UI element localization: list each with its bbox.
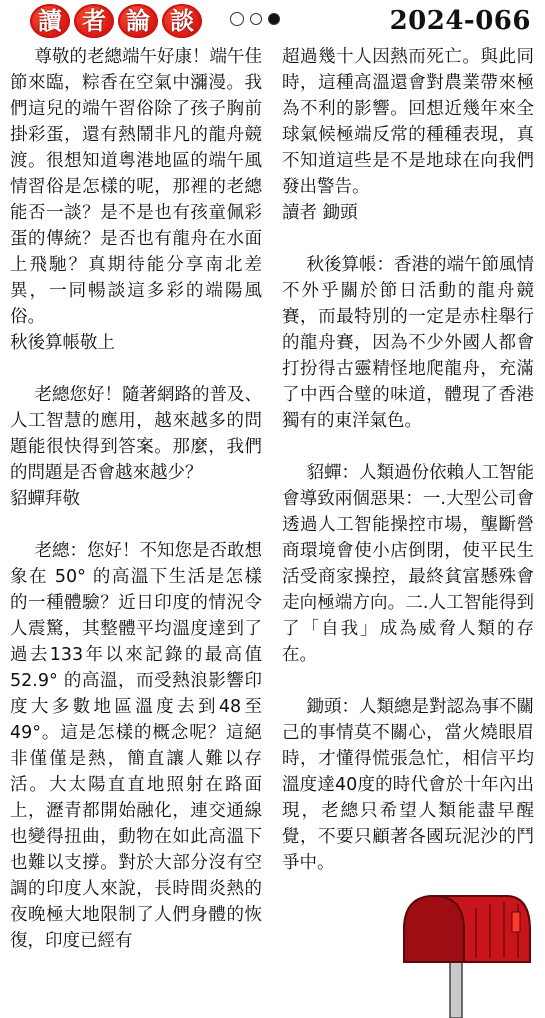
badge-char-4 — [162, 4, 202, 38]
circle-dot-icon — [250, 13, 262, 25]
badge-char-text: 論 — [126, 6, 150, 35]
circle-dot-icon — [268, 13, 280, 25]
badge-char-text: 談 — [170, 6, 194, 35]
reply-ai: 貂蟬：人類過份依賴人工智能會導致兩個惡果：一.大型公司會透過人工智能操控市場，壟斷營商環境會使小店倒閉，使平民生活受商家操控，最終貧富懸殊會走向極端方向。二.人工智能得到了「自我」成為威脅人類的存在。 — [282, 463, 534, 665]
letter-dragon-boat: 尊敬的老總端午好康！端午佳節來臨，粽香在空氣中瀰漫。我們這兒的端午習俗除了孩子胸前掛彩蛋，還有熱鬧非凡的龍舟競渡。很想知道粵港地區的端午風情習俗是怎樣的呢，那裡的老總能否一談？是不是也有孩童佩彩蛋的傳統？是否也有龍舟在水面上飛馳？真期待能分享南北差異，一同暢談這多彩的端陽風俗。 — [10, 47, 262, 327]
badge-char-2 — [74, 4, 114, 38]
letter-heatwave-continued: 超過幾十人因熱而死亡。與此同時，這種高溫還會對農業帶來極為不利的影響。回想近幾年來全球氣候極端反常的種種表現，真不知道這些是不是地球在向我們發出警告。 — [282, 47, 534, 197]
reply-heatwave: 鋤頭：人類總是對認為事不關己的事情莫不關心，當火燒眼眉時，才懂得慌張急忙，相信平均溫度達40度的時代會於十年內出現，老總只希望人類能盡早醒覺，不要只顧著各國玩泥沙的鬥爭中。 — [282, 697, 534, 873]
letter-signature: 秋後算帳敬上 — [10, 333, 115, 353]
right-column — [282, 44, 534, 876]
badge-char-3 — [118, 4, 158, 38]
issue-number: 2024-066 — [389, 6, 531, 36]
letter-signature: 貂蟬拜敬 — [10, 489, 80, 509]
page-header — [0, 0, 545, 40]
letter-ai-question: 老總您好！隨著網路的普及、人工智慧的應用，越來越多的問題能很快得到答案。那麼，我們的問題是否會越來越少？ — [10, 385, 262, 483]
letter-signature: 讀者 鋤頭 — [282, 203, 358, 223]
reply-dragon-boat: 秋後算帳：香港的端午節風情不外乎關於節日活動的龍舟競賽，而最特別的一定是赤柱舉行的龍舟賽，因為不少外國人都會打扮得古靈精怪地爬龍舟，充滿了中西合璧的味道，體現了香港獨有的東洋氣色。 — [282, 255, 534, 431]
circle-dot-icon — [230, 12, 244, 26]
badge-char-1 — [30, 4, 70, 38]
left-column — [10, 44, 262, 954]
badge-char-text: 讀 — [38, 6, 62, 35]
letter-heatwave: 老總：您好！不知您是否敢想象在 50° 的高溫下生活是怎樣的一種體驗？近日印度的情況令人震驚，其整體平均溫度達到了過去133年以來記錄的最高值52.9° 的高溫，而受熱浪影響印度大多數地區溫度去到48至49°。這是怎樣的概念呢？這絕非僅僅是熱，簡直讓人難以存活。大太陽直直地照射在路面上，瀝青都開始融化，連交通線也變得扭曲，動物在如此高溫下也難以支撐。對於大部分沒有空調的印度人來說，長時間炎熱的夜晚極大地限制了人們身體的恢復，印度已經有 — [10, 541, 262, 951]
badge-char-text: 者 — [82, 6, 106, 35]
mailbox-icon — [394, 888, 534, 1018]
